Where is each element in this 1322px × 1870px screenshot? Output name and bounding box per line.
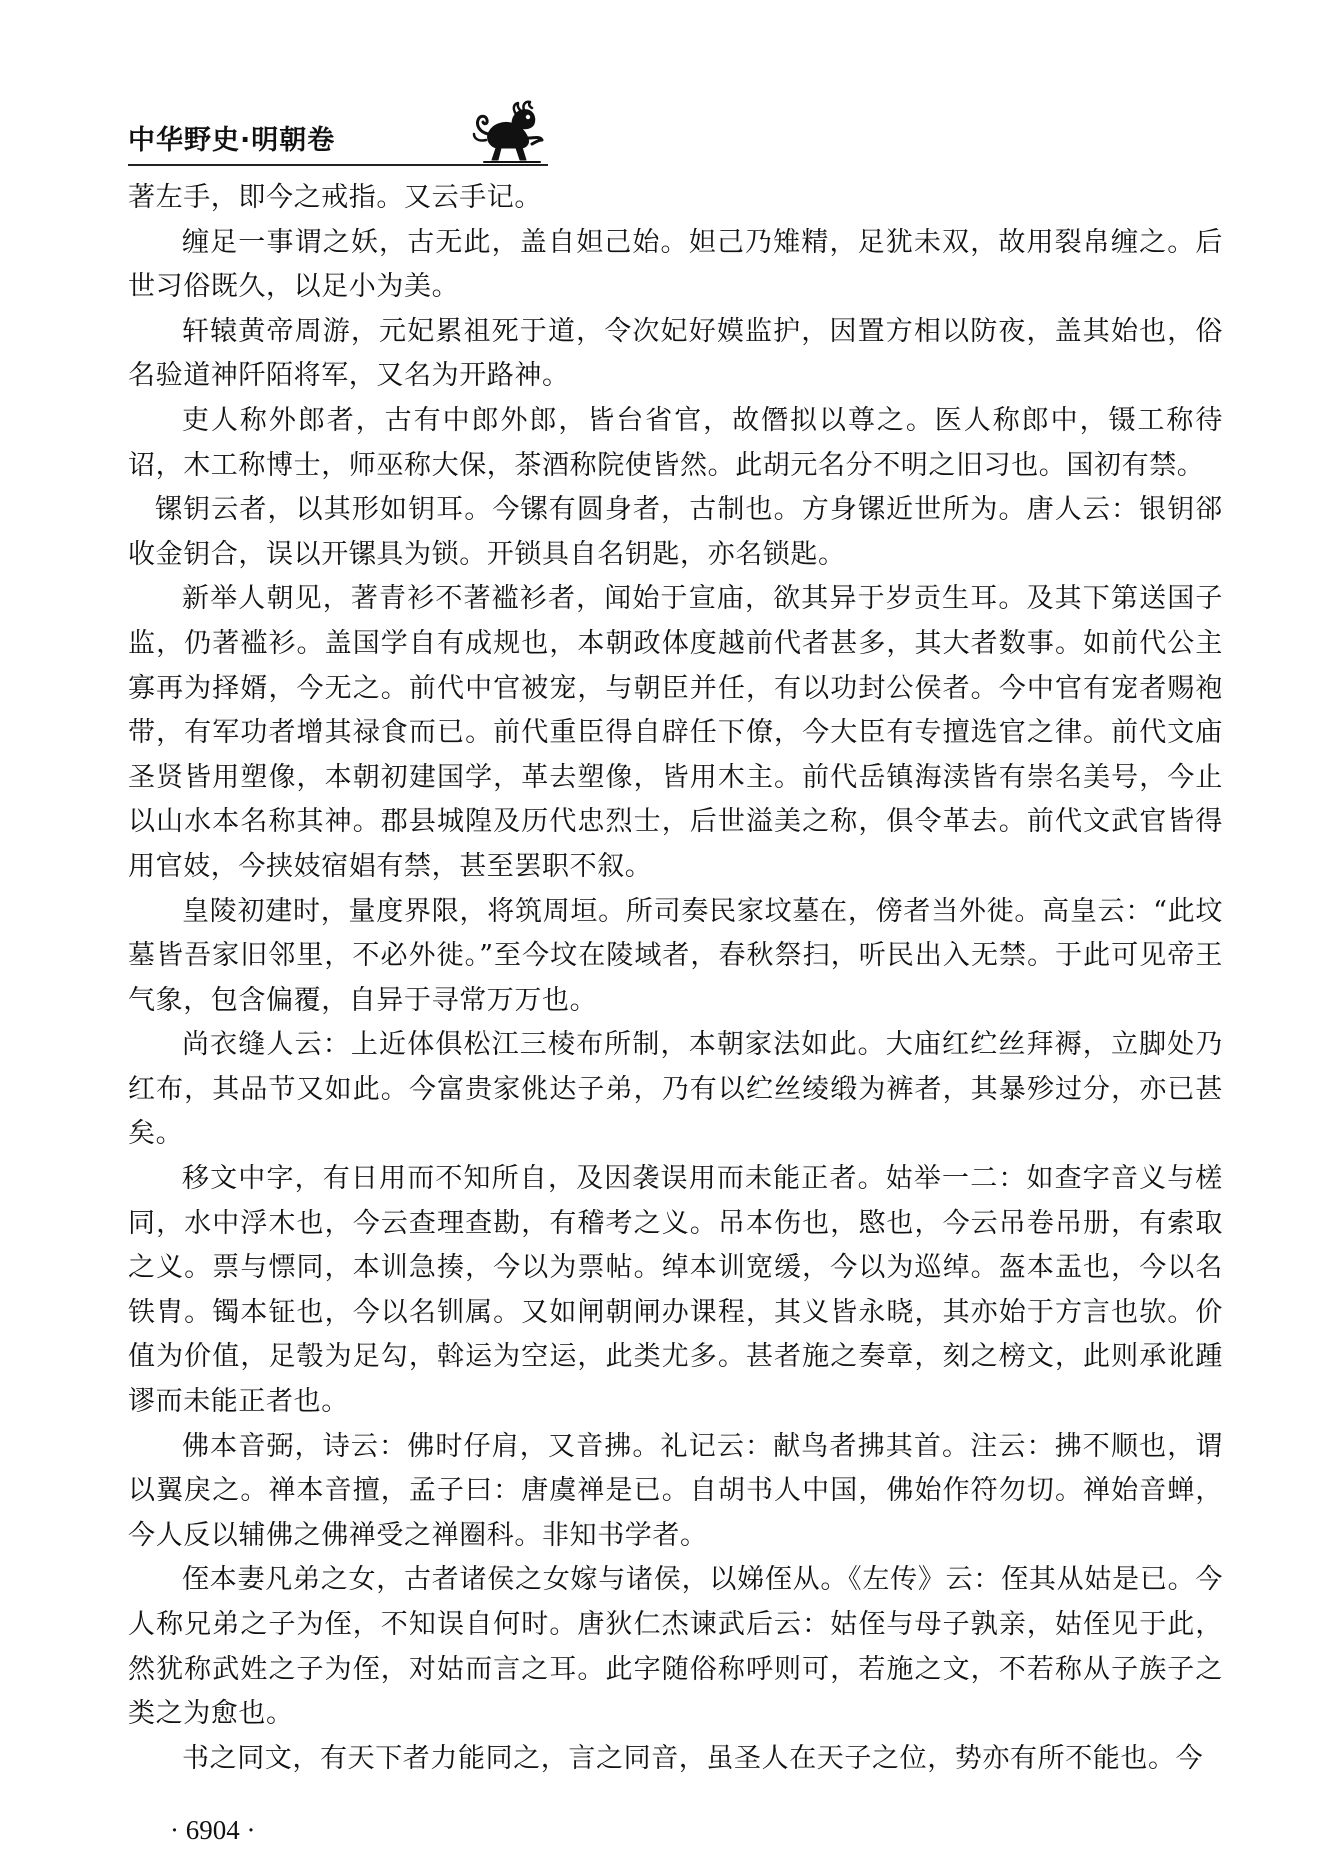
paragraph-common-script: 书之同文，有天下者力能同之，言之同音，虽圣人在天子之位，势亦有所不能也。今 bbox=[182, 1742, 1204, 1774]
paragraph-road-opening-god: 轩辕黄帝周游，元妃累祖死于道，令次妃好嫫监护，因置方相以防夜，盖其始也，俗名验道神阡陌将军，又名为开路神。 bbox=[128, 315, 1223, 392]
paragraph-continued: 著左手，即今之戒指。又云手记。 bbox=[128, 182, 542, 213]
paragraph-zhi-meaning: 侄本妻凡弟之女，古者诸侯之女嫁与诸侯，以娣侄从。《左传》云：侄其从姑是已。今人称兄弟之子为侄，不知误自何时。唐狄仁杰谏武后云：姑侄与母子孰亲，姑侄见于此，然犹称武姓之子为侄，对姑而言之耳。此字随俗称呼则可，若施之文，不若称从子族子之类之为愈也。 bbox=[128, 1564, 1223, 1730]
mythical-beast-emblem-icon bbox=[468, 100, 550, 164]
page-number: · 6904 · bbox=[170, 1815, 256, 1845]
paragraph-imperial-tailor: 尚衣缝人云：上近体俱松江三棱布所制，本朝家法如此。大庙红纻丝拜褥，立脚处乃红布，其品节又如此。今富贵家佻达子弟，乃有以纻丝绫缎为裤者，其暴殄过分，亦已甚矣。 bbox=[128, 1029, 1223, 1150]
paragraph-document-characters: 移文中字，有日用而不知所自，及因袭误用而未能正者。姑举一二：如查字音义与槎同，水中浮木也，今云查理查勘，有稽考之义。吊本伤也，愍也，今云吊卷吊册，有索取之义。票与慓同，本训急揍，今以为票帖。绰本训宽缓，今以为巡绰。盔本盂也，今以名铁胄。镯本钲也，今以名钏属。又如闸朝闸办课程，其义皆永晓，其亦始于方言也欤。价值为价值，足彀为足勾，斡运为空运，此类尤多。甚者施之奏章，刻之榜文，此则承讹踵谬而未能正者也。 bbox=[128, 1163, 1223, 1418]
paragraph-lock-key: 镙钥云者，以其形如钥耳。今镙有圆身者，古制也。方身镙近世所为。唐人云：银钥郤收金钥合，误以开镙具为锁。开锁具自名钥匙，亦名锁匙。 bbox=[128, 494, 1223, 570]
paragraph-clerk-titles: 吏人称外郎者，古有中郎外郎，皆台省官，故僭拟以尊之。医人称郎中，镊工称待诏，木工称博士，师巫称大保，茶酒称院使皆然。此胡元名分不明之旧习也。国初有禁。 bbox=[128, 404, 1223, 481]
running-header bbox=[128, 100, 548, 170]
header-rule bbox=[128, 164, 548, 166]
paragraph-fo-chan-pronunciation: 佛本音弼，诗云：佛时仔肩，又音拂。礼记云：献鸟者拂其首。注云：拂不顺也，谓以翼戾之。禅本音擅，孟子曰：唐虞禅是已。自胡书人中国，佛始作符勿切。禅始音蝉，今人反以辅佛之佛禅受之禅圈科。非知书学者。 bbox=[128, 1430, 1223, 1551]
main-text bbox=[128, 176, 1223, 1781]
paragraph-footbinding: 缠足一事谓之妖，古无此，盖自妲己始。妲己乃雉精，足犹未双，故用裂帛缠之。后世习俗既久，以足小为美。 bbox=[128, 226, 1223, 303]
paragraph-new-graduates: 新举人朝见，著青衫不著褴衫者，闻始于宣庙，欲其异于岁贡生耳。及其下第送国子监，仍著褴衫。盖国学自有成规也，本朝政体度越前代者甚多，其大者数事。如前代公主寡再为择婿，今无之。前代中官被宠，与朝臣并任，有以功封公侯者。今中官有宠者赐袍带，有军功者增其禄食而已。前代重臣得自辟任下僚，今大臣有专擅选官之律。前代文庙圣贤皆用塑像，本朝初建国学，革去塑像，皆用木主。前代岳镇海渎皆有崇名美号，今止以山水本名称其神。郡县城隍及历代忠烈士，后世溢美之称，俱令革去。前代文武官皆得用官妓，今挟妓宿娼有禁，甚至罢职不叙。 bbox=[128, 583, 1223, 882]
book-title: 中华野史·明朝卷 bbox=[128, 125, 336, 156]
paragraph-imperial-tomb: 皇陵初建时，量度界限，将筑周垣。所司奏民家坟墓在，傍者当外徙。高皇云：“此坟墓皆吾家旧邻里，不必外徙。”至今坟在陵域者，春秋祭扫，听民出入无禁。于此可见帝王气象，包含偏覆，自异于寻常万万也。 bbox=[128, 895, 1223, 1016]
